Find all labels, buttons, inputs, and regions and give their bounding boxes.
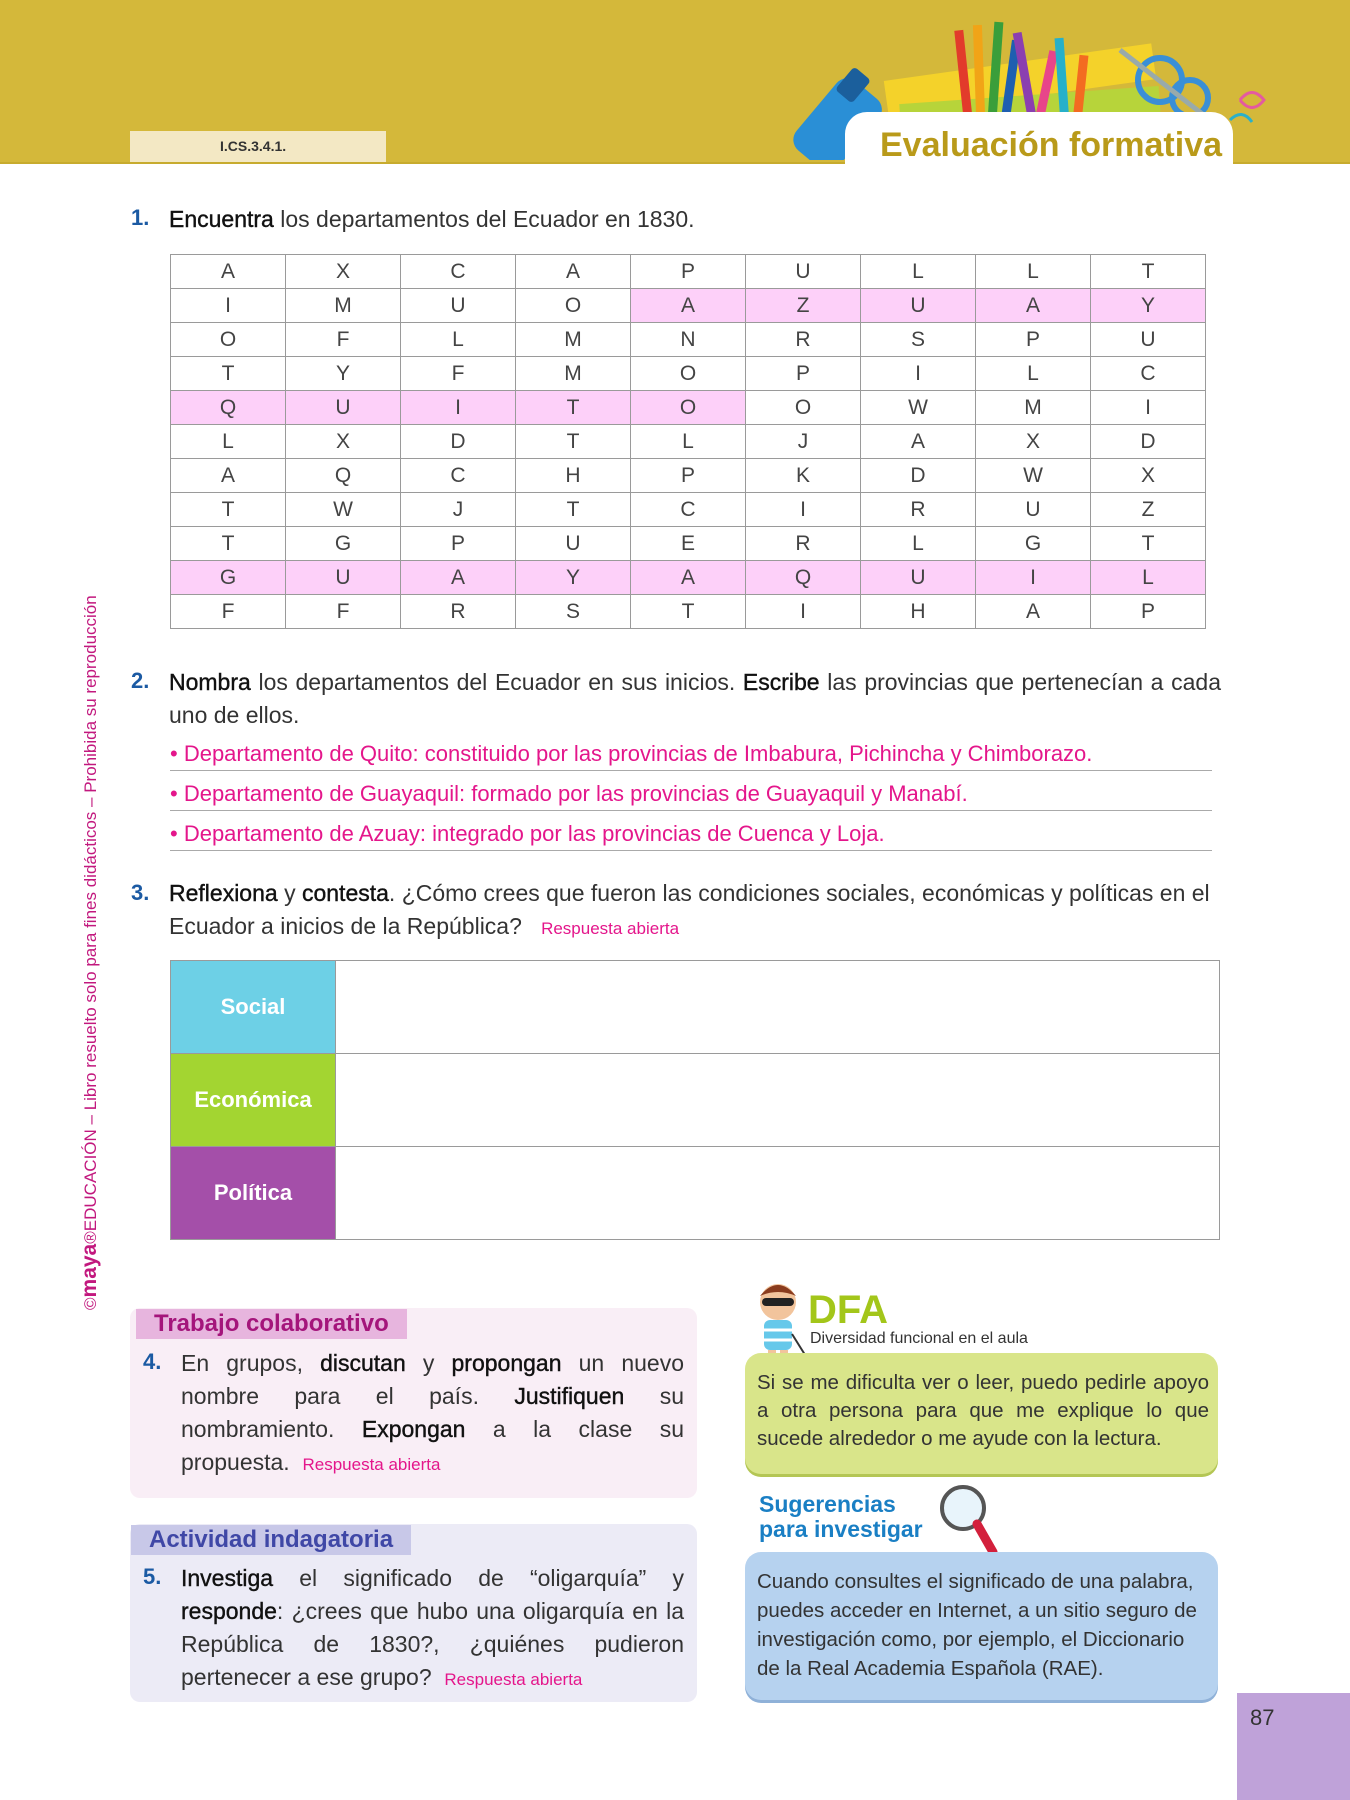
grid-row — [171, 289, 1206, 323]
copyright-text: EDUCACIÓN – Libro resuelto solo para fines didácticos – Prohibida su reproducción — [81, 595, 100, 1232]
grid-cell[interactable]: M — [286, 289, 401, 323]
grid-cell[interactable]: D — [1091, 425, 1206, 459]
question-number: 4. — [143, 1349, 162, 1374]
grid-cell[interactable]: U — [516, 527, 631, 561]
answer-line: • Departamento de Azuay: integrado por las provincias de Cuenca y Loja. — [170, 818, 1212, 851]
instruction-verb: Escribe — [742, 669, 820, 695]
grid-cell[interactable]: W — [861, 391, 976, 425]
grid-cell[interactable]: G — [286, 527, 401, 561]
grid-cell[interactable]: C — [631, 493, 746, 527]
open-answer-note: Respuesta abierta — [541, 919, 680, 938]
instruction-verb: discutan — [320, 1350, 406, 1376]
grid-cell[interactable]: I — [1091, 391, 1206, 425]
question-number: 3. — [131, 880, 150, 905]
grid-cell[interactable]: T — [1091, 255, 1206, 289]
grid-cell[interactable]: L — [976, 357, 1091, 391]
grid-cell[interactable]: D — [401, 425, 516, 459]
collaborative-tag: Trabajo colaborativo — [136, 1309, 407, 1339]
grid-cell[interactable]: U — [286, 561, 401, 595]
copyright-note: ©maya®EDUCACIÓN – Libro resuelto solo para fines didácticos – Prohibida su reproducción — [78, 595, 101, 1310]
question-text: y — [277, 880, 302, 906]
instruction-verb: Nombra — [169, 669, 251, 695]
grid-cell[interactable]: H — [861, 595, 976, 629]
question-text: los departamentos del Ecuador en 1830. — [273, 206, 695, 232]
grid-cell[interactable]: X — [286, 255, 401, 289]
grid-cell[interactable]: X — [1091, 459, 1206, 493]
grid-cell[interactable]: O — [631, 391, 746, 425]
skill-code: I.CS.3.4.1. — [130, 131, 386, 162]
grid-row — [171, 425, 1206, 459]
grid-cell[interactable]: E — [631, 527, 746, 561]
grid-cell[interactable]: P — [401, 527, 516, 561]
question-text: un nuevo nombre para el país. — [181, 1350, 685, 1409]
grid-cell[interactable]: Q — [286, 459, 401, 493]
grid-row — [171, 357, 1206, 391]
instruction-verb: Investiga — [181, 1565, 274, 1591]
question-text: el significado de “oligarquía” y — [273, 1565, 684, 1591]
grid-cell[interactable]: X — [286, 425, 401, 459]
grid-cell[interactable]: L — [976, 255, 1091, 289]
grid-cell[interactable]: M — [516, 323, 631, 357]
question-3 — [169, 877, 1221, 945]
question-text: : ¿crees que hubo una oligarquía en la República de 1830?, ¿quiénes pudieron pertenecer a ese grupo? — [181, 1598, 684, 1690]
grid-cell[interactable]: N — [631, 323, 746, 357]
grid-cell[interactable]: L — [861, 255, 976, 289]
grid-cell[interactable]: I — [746, 493, 861, 527]
grid-cell[interactable]: F — [286, 323, 401, 357]
grid-cell[interactable]: A — [976, 595, 1091, 629]
dfa-title: DFA — [808, 1288, 888, 1332]
grid-cell[interactable]: R — [401, 595, 516, 629]
answer-cell[interactable] — [336, 1054, 1220, 1147]
suggestions-title — [759, 1492, 923, 1542]
open-answer-note: Respuesta abierta — [444, 1670, 583, 1689]
grid-cell[interactable]: R — [746, 527, 861, 561]
grid-row — [171, 493, 1206, 527]
grid-cell[interactable]: D — [861, 459, 976, 493]
question-text: su nombramiento. — [181, 1383, 684, 1442]
grid-cell[interactable]: Q — [746, 561, 861, 595]
row-label-social: Social — [171, 961, 336, 1054]
grid-cell[interactable]: Y — [516, 561, 631, 595]
grid-cell[interactable]: P — [976, 323, 1091, 357]
grid-cell[interactable]: G — [976, 527, 1091, 561]
grid-cell[interactable]: Q — [171, 391, 286, 425]
page-number-tab — [1237, 1693, 1350, 1800]
dfa-subtitle: Diversidad funcional en el aula — [810, 1330, 1028, 1347]
grid-cell[interactable]: T — [631, 595, 746, 629]
grid-cell[interactable]: U — [861, 561, 976, 595]
grid-cell[interactable]: O — [631, 357, 746, 391]
grid-cell[interactable]: L — [631, 425, 746, 459]
suggestions-text: Cuando consultes el significado de una palabra, puedes acceder en Internet, a un sitio seguro de investigación como, por ejemplo, el Diccionario de la Real Academia Española (RAE). — [757, 1570, 1197, 1680]
grid-cell[interactable]: P — [746, 357, 861, 391]
row-label-economic: Económica — [171, 1054, 336, 1147]
grid-cell[interactable]: W — [976, 459, 1091, 493]
grid-cell[interactable]: U — [1091, 323, 1206, 357]
grid-cell[interactable]: P — [1091, 595, 1206, 629]
grid-cell[interactable]: T — [171, 493, 286, 527]
grid-cell[interactable]: C — [401, 255, 516, 289]
answer-line: • Departamento de Quito: constituido por las provincias de Imbabura, Pichincha y Chimborazo. — [170, 738, 1212, 771]
grid-cell[interactable]: T — [171, 527, 286, 561]
grid-cell[interactable]: T — [516, 391, 631, 425]
grid-cell[interactable]: U — [861, 289, 976, 323]
grid-row — [171, 561, 1206, 595]
grid-cell[interactable]: S — [516, 595, 631, 629]
grid-cell[interactable]: G — [171, 561, 286, 595]
table-row — [171, 1147, 1220, 1240]
question-1 — [169, 203, 695, 236]
page-title: Evaluación formativa — [880, 126, 1223, 164]
grid-cell[interactable]: A — [171, 459, 286, 493]
open-answer-note: Respuesta abierta — [302, 1455, 441, 1474]
grid-cell[interactable]: X — [976, 425, 1091, 459]
table-row — [171, 961, 1220, 1054]
grid-cell[interactable]: A — [401, 561, 516, 595]
grid-cell[interactable]: I — [746, 595, 861, 629]
instruction-verb: Encuentra — [169, 206, 274, 232]
suggestions-title-line: Sugerencias — [759, 1491, 896, 1517]
suggestions-title-line: para investigar — [759, 1516, 923, 1542]
question-text: a la clase su propuesta. — [181, 1416, 684, 1475]
grid-cell[interactable]: I — [861, 357, 976, 391]
instruction-verb: Reflexiona — [169, 880, 278, 906]
question-text: En grupos, — [181, 1350, 321, 1376]
instruction-verb: Justifiquen — [514, 1383, 625, 1409]
instruction-verb: propongan — [451, 1350, 562, 1376]
grid-cell[interactable]: I — [976, 561, 1091, 595]
grid-cell[interactable]: F — [401, 357, 516, 391]
answer-cell[interactable] — [336, 961, 1220, 1054]
grid-cell[interactable]: A — [631, 561, 746, 595]
row-label-political: Política — [171, 1147, 336, 1240]
answer-cell[interactable] — [336, 1147, 1220, 1240]
grid-cell[interactable]: Z — [1091, 493, 1206, 527]
grid-cell[interactable]: U — [286, 391, 401, 425]
table-row — [171, 1054, 1220, 1147]
grid-cell[interactable]: U — [746, 255, 861, 289]
grid-cell[interactable]: Y — [286, 357, 401, 391]
grid-cell[interactable]: C — [401, 459, 516, 493]
grid-cell[interactable]: Y — [1091, 289, 1206, 323]
grid-cell[interactable]: U — [401, 289, 516, 323]
page-number: 87 — [1250, 1705, 1275, 1730]
grid-cell[interactable]: C — [1091, 357, 1206, 391]
grid-cell[interactable]: H — [516, 459, 631, 493]
grid-cell[interactable]: S — [861, 323, 976, 357]
grid-cell[interactable]: T — [171, 357, 286, 391]
brand-logo: maya — [78, 1243, 101, 1298]
question-2 — [169, 666, 1221, 732]
question-number: 5. — [143, 1564, 162, 1589]
grid-cell[interactable]: T — [516, 425, 631, 459]
grid-cell[interactable]: O — [171, 323, 286, 357]
grid-row — [171, 595, 1206, 629]
instruction-verb: responde — [181, 1598, 277, 1624]
grid-row — [171, 459, 1206, 493]
question-number: 2. — [131, 668, 150, 693]
grid-cell[interactable]: L — [861, 527, 976, 561]
grid-row — [171, 391, 1206, 425]
instruction-verb: contesta — [301, 880, 389, 906]
grid-cell[interactable]: J — [401, 493, 516, 527]
question-text: . ¿Cómo crees que fueron las condiciones sociales, económicas y políticas en el Ecuador a inicios de la República? — [169, 880, 1210, 939]
grid-row — [171, 255, 1206, 289]
grid-cell[interactable]: O — [516, 289, 631, 323]
question-text: y — [405, 1350, 452, 1376]
grid-row — [171, 323, 1206, 357]
grid-cell[interactable]: M — [516, 357, 631, 391]
grid-cell[interactable]: T — [1091, 527, 1206, 561]
grid-cell[interactable]: A — [631, 289, 746, 323]
grid-cell[interactable]: L — [401, 323, 516, 357]
grid-cell[interactable]: L — [1091, 561, 1206, 595]
grid-cell[interactable]: P — [631, 255, 746, 289]
grid-cell[interactable]: U — [976, 493, 1091, 527]
conditions-table — [170, 960, 1220, 1240]
grid-cell[interactable]: F — [171, 595, 286, 629]
magnifier-icon — [935, 1480, 1005, 1560]
grid-cell[interactable]: L — [171, 425, 286, 459]
instruction-verb: Expongan — [361, 1416, 466, 1442]
grid-cell[interactable]: A — [861, 425, 976, 459]
question-4 — [181, 1347, 684, 1481]
question-text: los departamentos del Ecuador en sus inicios. — [250, 669, 743, 695]
question-number: 1. — [131, 205, 150, 230]
question-5 — [181, 1562, 684, 1696]
grid-cell[interactable]: T — [516, 493, 631, 527]
grid-cell[interactable]: A — [516, 255, 631, 289]
grid-cell[interactable]: O — [746, 391, 861, 425]
grid-cell[interactable]: A — [171, 255, 286, 289]
question-text: las provincias que pertenecían a cada uno de ellos. — [169, 669, 1221, 728]
grid-cell[interactable]: M — [976, 391, 1091, 425]
grid-cell[interactable]: W — [286, 493, 401, 527]
dfa-text: Si se me dificulta ver o leer, puedo pedirle apoyo a otra persona para que me explique lo que sucede alrededor o me ayude con la lectura. — [757, 1371, 1209, 1450]
grid-row — [171, 527, 1206, 561]
grid-cell[interactable]: K — [746, 459, 861, 493]
grid-cell[interactable]: R — [746, 323, 861, 357]
word-search-grid — [170, 254, 1206, 629]
grid-cell[interactable]: A — [976, 289, 1091, 323]
grid-cell[interactable]: I — [401, 391, 516, 425]
grid-cell[interactable]: R — [861, 493, 976, 527]
grid-cell[interactable]: J — [746, 425, 861, 459]
answer-line: • Departamento de Guayaquil: formado por las provincias de Guayaquil y Manabí. — [170, 778, 1212, 811]
grid-cell[interactable]: Z — [746, 289, 861, 323]
grid-cell[interactable]: P — [631, 459, 746, 493]
grid-cell[interactable]: F — [286, 595, 401, 629]
inquiry-tag: Actividad indagatoria — [131, 1525, 411, 1555]
grid-cell[interactable]: I — [171, 289, 286, 323]
